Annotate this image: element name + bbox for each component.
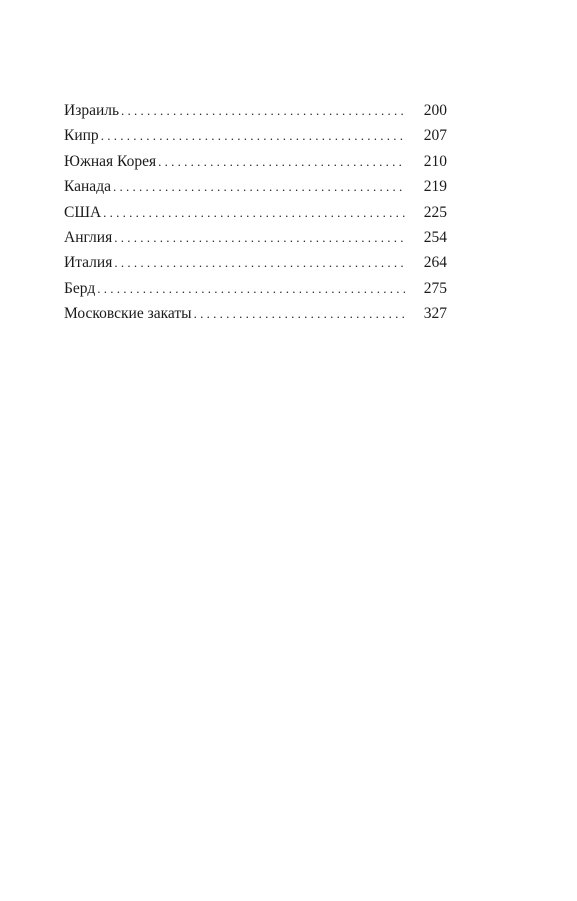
toc-entry-page: 207: [423, 127, 447, 145]
toc-entry-page: 264: [423, 254, 447, 272]
toc-entry-title: Израиль: [64, 102, 120, 119]
toc-entry-title: США: [64, 203, 102, 221]
toc-dot-leader: [194, 301, 405, 326]
table-of-contents: [64, 98, 447, 327]
toc-entry-page: 200: [423, 102, 447, 119]
toc-dot-leader: [101, 123, 405, 148]
toc-entry-title: Берд: [64, 279, 96, 297]
toc-entry-page: 327: [423, 305, 447, 323]
toc-dot-leader: [103, 200, 405, 225]
toc-entry-title: Англия: [64, 228, 113, 246]
toc-entry-title: Канада: [64, 178, 111, 196]
toc-entry: [64, 301, 447, 326]
toc-entry-title: Московские закаты: [64, 305, 192, 323]
toc-entry-page: 254: [423, 228, 447, 246]
toc-dot-leader: [158, 149, 405, 174]
toc-dot-leader: [121, 98, 405, 123]
toc-entry: [64, 98, 447, 123]
toc-dot-leader: [114, 250, 405, 275]
toc-entry-page: 225: [423, 203, 447, 221]
toc-entry-page: 219: [423, 178, 447, 196]
toc-entry: [64, 174, 447, 199]
toc-entry: [64, 123, 447, 148]
toc-entry-title: Кипр: [64, 127, 99, 145]
toc-entry: [64, 149, 447, 174]
toc-entry: [64, 200, 447, 225]
toc-entry: [64, 225, 447, 250]
toc-dot-leader: [113, 174, 405, 199]
toc-entry-title: Италия: [64, 254, 113, 272]
toc-dot-leader: [97, 276, 405, 301]
toc-dot-leader: [114, 225, 405, 250]
toc-entry-page: 210: [423, 152, 447, 170]
toc-entry: [64, 250, 447, 275]
toc-entry-title: Южная Корея: [64, 152, 157, 170]
toc-entry-page: 275: [423, 279, 447, 297]
toc-entry: [64, 276, 447, 301]
